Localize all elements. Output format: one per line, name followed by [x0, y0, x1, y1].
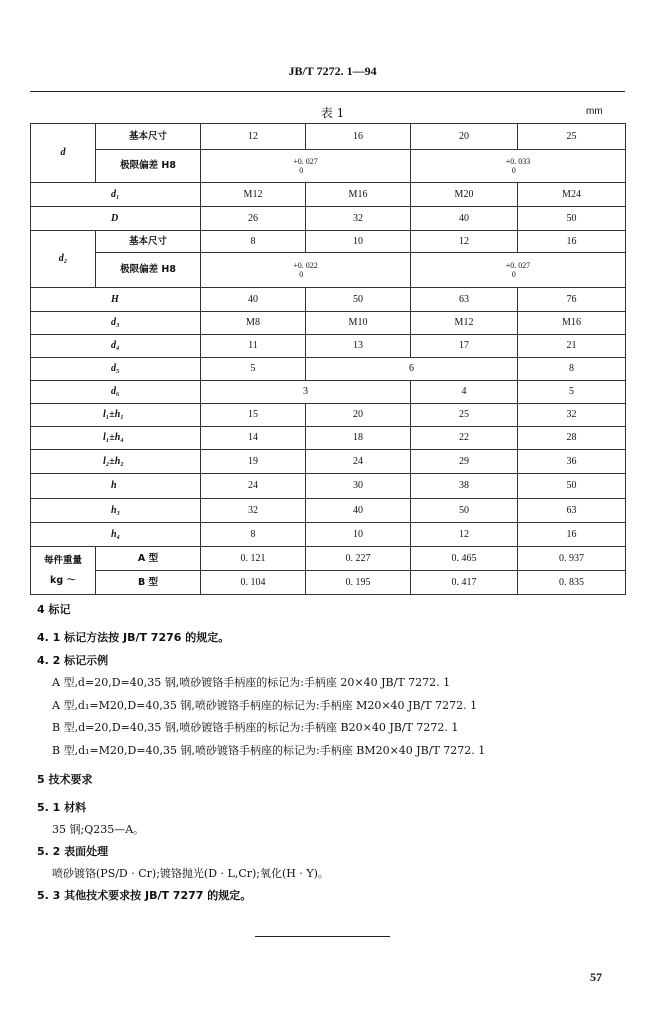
row-label: H [31, 288, 201, 312]
clause-4-1: 4. 1 标记方法按 JB/T 7276 的规定。 [37, 631, 230, 644]
table-cell: 40 [306, 499, 411, 523]
table-row [31, 183, 626, 207]
row-label: 基本尺寸 [96, 124, 201, 150]
table-cell: 0. 121 [201, 547, 306, 571]
table-row [31, 450, 626, 474]
table-cell: 22 [411, 427, 518, 450]
table-unit: mm [586, 106, 603, 117]
table-row [31, 499, 626, 523]
table-cell: 50 [518, 207, 626, 231]
table-title: 表 1 [320, 106, 345, 120]
table-cell: 0. 417 [411, 571, 518, 595]
clause-5-2-body: 喷砂镀铬(PS/D · Cr);镀铬抛光(D · L,Cr);氧化(H · Y)。 [52, 867, 329, 880]
table-cell: 38 [411, 474, 518, 499]
table-cell: 15 [201, 404, 306, 427]
tolerance-cell [201, 253, 411, 288]
standard-number: JB/T 7272. 1—94 [288, 64, 377, 78]
table-cell: 36 [518, 450, 626, 474]
tolerance-upper: +0. 033 [505, 157, 531, 166]
row-label: l₂±h₂ [31, 450, 201, 474]
table-row [31, 427, 626, 450]
marking-example: A 型,d=20,D=40,35 钢,喷砂镀铬手柄座的标记为:手柄座 20×40 JB/T 7272. 1 [52, 676, 451, 689]
table-row [31, 381, 626, 404]
table-cell: 0. 465 [411, 547, 518, 571]
table-cell: 14 [201, 427, 306, 450]
row-label: l₁±h₁ [31, 404, 201, 427]
table-cell: 29 [411, 450, 518, 474]
row-label: B 型 [96, 571, 201, 595]
row-label: 极限偏差 H8 [96, 253, 201, 288]
clause-5-3: 5. 3 其他技术要求按 JB/T 7277 的规定。 [37, 889, 252, 902]
table-cell: 13 [306, 335, 411, 358]
section-5-heading: 5 技术要求 [37, 773, 93, 786]
table-cell: 0. 104 [201, 571, 306, 595]
table-cell: 0. 835 [518, 571, 626, 595]
table-cell: M12 [411, 312, 518, 335]
table-row [31, 150, 626, 183]
row-label: l₁±h₄ [31, 427, 201, 450]
table-cell: M16 [518, 312, 626, 335]
table-cell: 32 [306, 207, 411, 231]
table-cell: 32 [518, 404, 626, 427]
table-row [31, 335, 626, 358]
table-cell: 19 [201, 450, 306, 474]
row-label: h [31, 474, 201, 499]
table-cell: 17 [411, 335, 518, 358]
weight-label-line2: kg ～ [50, 574, 76, 586]
table-cell: 50 [518, 474, 626, 499]
table-cell: 18 [306, 427, 411, 450]
row-label: d₁ [31, 183, 201, 207]
table-cell: 76 [518, 288, 626, 312]
table-cell: 8 [201, 231, 306, 253]
table-cell: M24 [518, 183, 626, 207]
weight-label-line1: 每件重量 [43, 554, 82, 566]
tolerance-lower: 0 [299, 166, 304, 175]
header-rule [30, 91, 625, 92]
table-cell: 50 [411, 499, 518, 523]
row-label: d₅ [31, 358, 201, 381]
clause-5-1-body: 35 钢;Q235—A。 [52, 823, 145, 836]
table-row [31, 523, 626, 547]
row-label: 基本尺寸 [96, 231, 201, 253]
row-label: h₄ [31, 523, 201, 547]
table-cell: 5 [201, 358, 306, 381]
table-cell: 3 [201, 381, 411, 404]
table-cell: 40 [411, 207, 518, 231]
section-4-heading: 4 标记 [37, 603, 71, 616]
table-cell: 5 [518, 381, 626, 404]
table-cell: 50 [306, 288, 411, 312]
marking-example: A 型,d₁=M20,D=40,35 钢,喷砂镀铬手柄座的标记为:手柄座 M20×40 JB/T 7272. 1 [52, 699, 478, 712]
table-cell: M16 [306, 183, 411, 207]
table-row [31, 312, 626, 335]
table-cell: 12 [411, 231, 518, 253]
table-row [31, 124, 626, 150]
table-cell: 20 [306, 404, 411, 427]
table-row [31, 404, 626, 427]
table-cell: M8 [201, 312, 306, 335]
table-row [31, 231, 626, 253]
table-cell: 6 [306, 358, 518, 381]
row-label: A 型 [96, 547, 201, 571]
row-label: D [31, 207, 201, 231]
table-row [31, 474, 626, 499]
table-cell: 11 [201, 335, 306, 358]
tolerance-lower: 0 [511, 166, 516, 175]
table-cell: 12 [411, 523, 518, 547]
table-cell: 28 [518, 427, 626, 450]
table-cell: 63 [518, 499, 626, 523]
group-d: d [31, 124, 96, 183]
table-row [31, 288, 626, 312]
tolerance-upper: +0. 027 [505, 261, 531, 270]
clause-5-2: 5. 2 表面处理 [37, 845, 109, 858]
group-d2: d₂ [31, 231, 96, 288]
table-cell: 8 [201, 523, 306, 547]
table-cell: 26 [201, 207, 306, 231]
row-label: 极限偏差 H8 [96, 150, 201, 183]
table-cell: M12 [201, 183, 306, 207]
table-row [31, 253, 626, 288]
tolerance-upper: +0. 022 [293, 261, 318, 270]
clause-4-2: 4. 2 标记示例 [37, 654, 109, 667]
table-cell: 10 [306, 523, 411, 547]
table-cell: 24 [201, 474, 306, 499]
tolerance-cell [411, 253, 626, 288]
table-cell: 21 [518, 335, 626, 358]
row-label: d₃ [31, 312, 201, 335]
table-cell: 16 [306, 124, 411, 150]
clause-5-1: 5. 1 材料 [37, 801, 87, 814]
table-cell: 8 [518, 358, 626, 381]
table-cell: 10 [306, 231, 411, 253]
table-cell: 20 [411, 124, 518, 150]
page-number: 57 [590, 970, 602, 984]
table-cell: 0. 937 [518, 547, 626, 571]
row-label: d₄ [31, 335, 201, 358]
marking-example: B 型,d=20,D=40,35 钢,喷砂镀铬手柄座的标记为:手柄座 B20×40 JB/T 7272. 1 [52, 721, 459, 734]
row-label: d₆ [31, 381, 201, 404]
table-cell: 4 [411, 381, 518, 404]
row-label: h₃ [31, 499, 201, 523]
tolerance-lower: 0 [511, 270, 516, 279]
footer-rule [255, 936, 390, 937]
table-cell: 63 [411, 288, 518, 312]
tolerance-upper: +0. 027 [293, 157, 318, 166]
tolerance-cell [201, 150, 411, 183]
table-row [31, 571, 626, 595]
marking-example: B 型,d₁=M20,D=40,35 钢,喷砂镀铬手柄座的标记为:手柄座 BM20×40 JB/T 7272. 1 [52, 744, 486, 757]
table-cell: 16 [518, 523, 626, 547]
table-row [31, 207, 626, 231]
table-cell: M20 [411, 183, 518, 207]
table-cell: 25 [518, 124, 626, 150]
table-cell: 16 [518, 231, 626, 253]
table-row [31, 547, 626, 571]
table-cell: M10 [306, 312, 411, 335]
table-cell: 32 [201, 499, 306, 523]
weight-group-label [31, 547, 96, 595]
table-row [31, 358, 626, 381]
table-cell: 40 [201, 288, 306, 312]
table-cell: 0. 195 [306, 571, 411, 595]
table-cell: 30 [306, 474, 411, 499]
dimension-table [30, 123, 626, 595]
table-cell: 24 [306, 450, 411, 474]
tolerance-cell [411, 150, 626, 183]
tolerance-lower: 0 [299, 270, 304, 279]
table-cell: 25 [411, 404, 518, 427]
table-cell: 12 [201, 124, 306, 150]
table-cell: 0. 227 [306, 547, 411, 571]
